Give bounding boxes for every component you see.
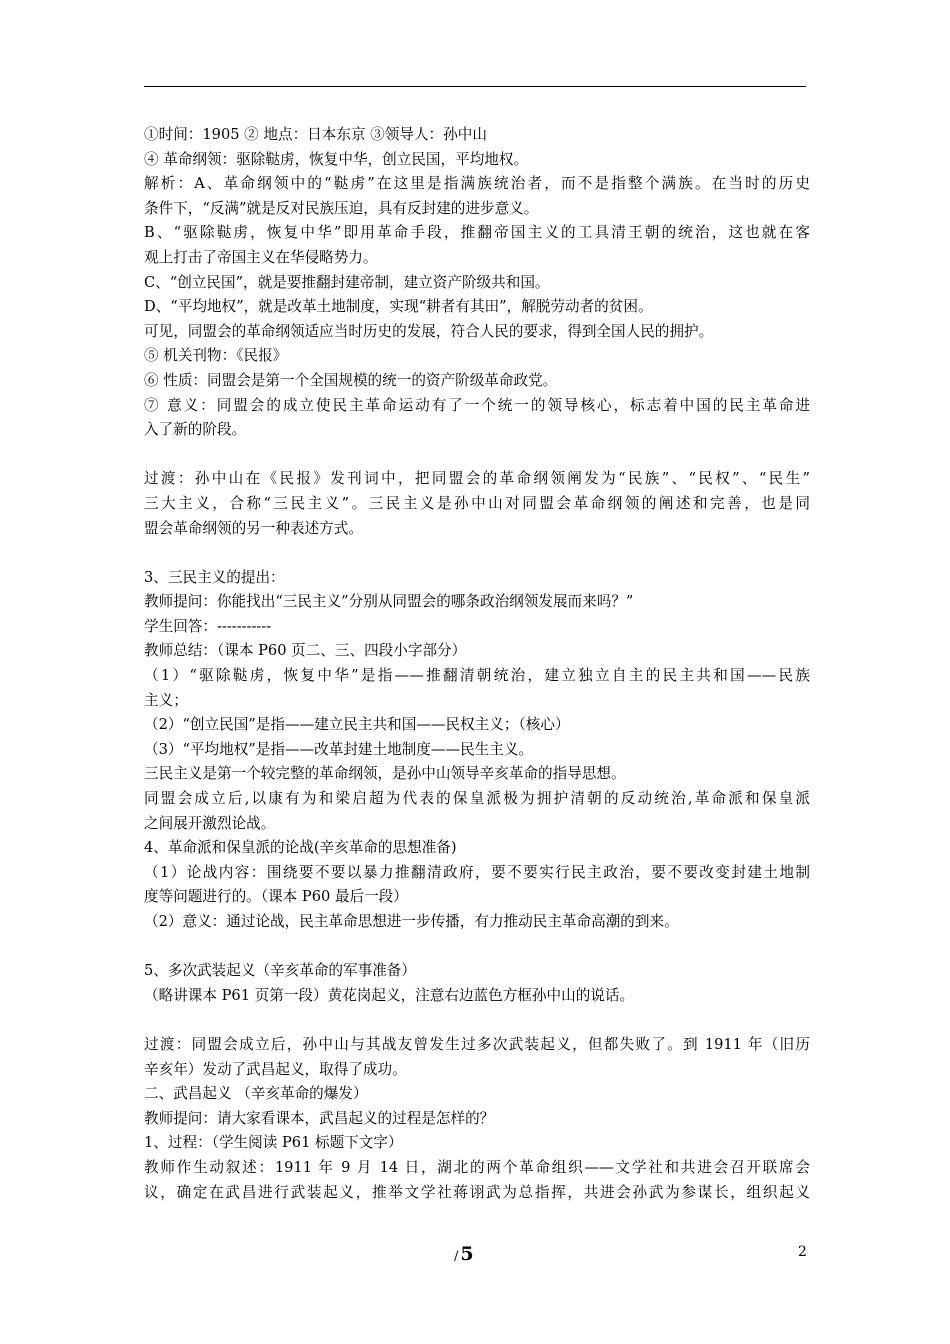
text-line: 辛亥年）发动了武昌起义，取得了成功。 — [144, 1060, 407, 1078]
footer-total-pages: 5 — [460, 1243, 474, 1265]
text-line: （1）论战内容：围绕要不要以暴力推翻清政府，要不要实行民主政治，要不要改变封建土地制 — [144, 863, 810, 881]
text-line: 3、三民主义的提出： — [144, 568, 285, 586]
text-line: 观上打击了帝国主义在华侵略势力。 — [144, 248, 378, 266]
blank-line — [144, 443, 810, 468]
text-line: 议，确定在武昌进行武装起义，推举文学社蒋诩武为总指挥，共进会孙武为参谋长，组织起义 — [144, 1183, 810, 1201]
text-line: （3）“平均地权”是指——改革封建土地制度——民生主义。 — [144, 740, 534, 758]
text-line: （1）“驱除鞑虏，恢复中华”是指——推翻清朝统治，建立独立自主的民主共和国——民族 — [144, 667, 810, 685]
text-line: （2）意义：通过论战，民主革命思想进一步传播，有力推动民主革命高潮的到来。 — [144, 913, 679, 930]
text-line: 三民主义是第一个较完整的革命纲领，是孙中山领导辛亥革命的指导思想。 — [144, 765, 626, 783]
text-line: 过渡：孙中山在《民报》发刊词中，把同盟会的革命纲领阐发为“民族”、“民权”、“民生” — [144, 470, 810, 488]
text-line: 教师提问：请大家看课本，武昌起义的过程是怎样的？ — [144, 1109, 495, 1127]
text-line: 三大主义，合称“三民主义”。三民主义是孙中山对同盟会革命纲领的阐述和完善，也是同 — [144, 494, 810, 512]
blank-line — [144, 935, 810, 960]
text-line: 教师总结：（课本 P60 页二、三、四段小字部分） — [144, 642, 467, 660]
text-line: 主义； — [144, 691, 188, 709]
footer-slash: / — [454, 1249, 459, 1264]
text-line: 二、武昌起义 （辛亥革命的爆发） — [144, 1085, 368, 1103]
footer-page-number: 2 — [798, 1244, 807, 1260]
text-line: 5、多次武装起义（辛亥革命的军事准备） — [144, 962, 416, 980]
header-rule — [144, 86, 806, 87]
text-line: 教师作生动叙述：1911 年 9 月 14 日，湖北的两个革命组织——文学社和共进会召开联席会 — [144, 1158, 810, 1176]
text-line: 4、革命派和保皇派的论战(辛亥革命的思想准备) — [144, 839, 457, 857]
body-text — [144, 123, 810, 1205]
text-line: 教师提问：你能找出“三民主义”分别从同盟会的哪条政治纲领发展而来吗？” — [144, 593, 634, 611]
blank-line — [144, 541, 810, 566]
text-line: ⑥ 性质：同盟会是第一个全国规模的统一的资产阶级革命政党。 — [144, 371, 558, 389]
text-line: B、“驱除鞑虏，恢复中华”即用革命手段，推翻帝国主义的工具清王朝的统治，这也就在客 — [144, 224, 810, 242]
text-line: ①时间：1905 ② 地点：日本东京 ③领导人：孙中山 — [144, 126, 487, 143]
text-line: 解析：A、革命纲领中的“鞑虏”在这里是指满族统治者，而不是指整个满族。在当时的历史 — [144, 175, 810, 193]
text-line: ④ 革命纲领：驱除鞑虏，恢复中华，创立民国，平均地权。 — [144, 150, 529, 168]
text-line: C、“创立民国”，就是要推翻封建帝制，建立资产阶级共和国。 — [144, 273, 550, 291]
footer-page-total — [454, 1243, 474, 1265]
text-line: 1、过程：（学生阅读 P61 标题下文字） — [144, 1134, 403, 1152]
text-line: 入了新的阶段。 — [144, 421, 247, 439]
text-line: 可见，同盟会的革命纲领适应当时历史的发展，符合人民的要求，得到全国人民的拥护。 — [144, 322, 714, 340]
blank-line — [144, 1008, 810, 1033]
text-line: 之间展开激烈论战。 — [144, 814, 276, 832]
text-line: ⑤ 机关刊物：《民报》 — [144, 347, 288, 365]
text-line: 条件下，“反满”就是反对民族压迫，具有反封建的进步意义。 — [144, 199, 539, 217]
text-line: 盟会革命纲领的另一种表述方式。 — [144, 519, 363, 537]
text-line: ⑦ 意义：同盟会的成立使民主革命运动有了一个统一的领导核心，标志着中国的民主革命进 — [144, 396, 810, 414]
text-line: 度等问题进行的。（课本 P60 最后一段） — [144, 888, 408, 906]
text-line: 同盟会成立后,以康有为和梁启超为代表的保皇派极为拥护清朝的反动统治,革命派和保皇派 — [144, 790, 810, 808]
text-line: D、“平均地权”，就是改革土地制度，实现“耕者有其田”，解脱劳动者的贫困。 — [144, 298, 653, 316]
text-line: （略讲课本 P61 页第一段）黄花岗起义，注意右边蓝色方框孙中山的说话。 — [144, 986, 635, 1004]
text-line: 学生回答：----------- — [144, 617, 272, 635]
text-line: 过渡：同盟会成立后，孙中山与其战友曾发生过多次武装起义，但都失败了。到 1911 年（旧历 — [144, 1035, 810, 1053]
text-line: （2）“创立民国”是指——建立民主共和国——民权主义；（核心） — [144, 716, 570, 734]
